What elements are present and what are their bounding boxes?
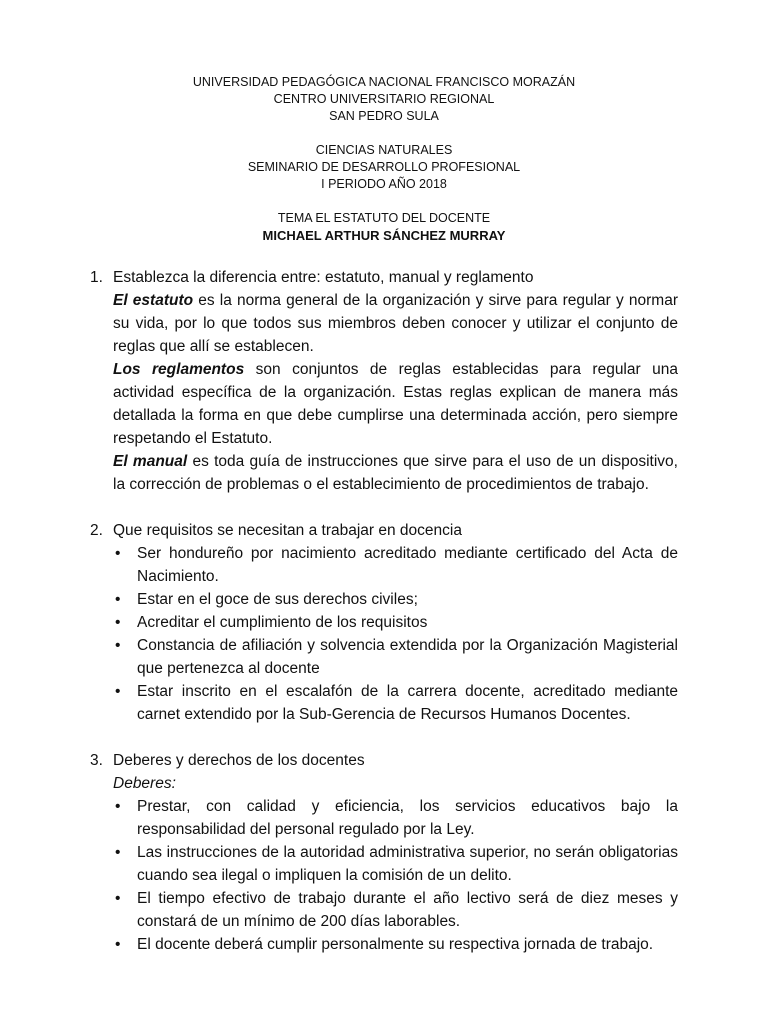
estatuto-label: El estatuto bbox=[113, 292, 194, 309]
manual-text: es toda guía de instrucciones que sirve para el uso de un dispositivo, la corrección de problemas o el establecimiento de procedimientos de trabajo. bbox=[113, 453, 678, 493]
question-1 bbox=[90, 266, 678, 496]
bullet-icon: • bbox=[115, 936, 121, 953]
list-item-text: Estar en el goce de sus derechos civiles; bbox=[137, 591, 418, 608]
topic-title: TEMA EL ESTATUTO DEL DOCENTE bbox=[277, 211, 491, 225]
list-item bbox=[113, 795, 678, 841]
author-name: MICHAEL ARTHUR SÁNCHEZ MURRAY bbox=[262, 228, 506, 243]
reglamentos-label: Los reglamentos bbox=[113, 361, 245, 378]
question-number: 1. bbox=[90, 269, 103, 286]
period-text: I PERIODO AÑO 2018 bbox=[321, 177, 447, 191]
duties-list bbox=[113, 795, 678, 956]
list-item bbox=[113, 588, 678, 611]
manual-label: El manual bbox=[113, 453, 188, 470]
question-title: Que requisitos se necesitan a trabajar en docencia bbox=[113, 522, 462, 539]
university-name: UNIVERSIDAD PEDAGÓGICA NACIONAL FRANCISCO MORAZÁN bbox=[192, 75, 576, 89]
question-title: Deberes y derechos de los docentes bbox=[113, 752, 365, 769]
list-item-text: Ser hondureño por nacimiento acreditado mediante certificado del Acta de Nacimiento. bbox=[137, 545, 678, 585]
question-number: 3. bbox=[90, 752, 103, 769]
list-item bbox=[113, 611, 678, 634]
list-item-text: Constancia de afiliación y solvencia extendida por la Organización Magisterial que pertenezca al docente bbox=[137, 637, 678, 677]
question-2 bbox=[90, 519, 678, 726]
estatuto-text: es la norma general de la organización y sirve para regular y normar su vida, por lo que todos sus miembros deben conocer y utilizar el conjunto de reglas que allí se establecen. bbox=[113, 292, 678, 355]
header-spacer bbox=[0, 125, 768, 142]
bullet-icon: • bbox=[115, 683, 121, 700]
list-item-text: Acreditar el cumplimiento de los requisitos bbox=[137, 614, 428, 631]
bullet-icon: • bbox=[115, 545, 121, 562]
reglamentos-paragraph bbox=[113, 358, 678, 450]
list-item bbox=[113, 887, 678, 933]
list-item bbox=[113, 634, 678, 680]
header-spacer bbox=[0, 193, 768, 210]
seminar-name: SEMINARIO DE DESARROLLO PROFESIONAL bbox=[247, 160, 521, 174]
estatuto-paragraph bbox=[113, 289, 678, 358]
reglamentos-text: son conjuntos de reglas establecidas para regular una actividad específica de la organización. Estas reglas explican de manera más detallada la forma en que debe cumplirse una determinada acción, pero siempre respetando el Estatuto. bbox=[113, 361, 678, 447]
bullet-icon: • bbox=[115, 591, 121, 608]
list-item bbox=[113, 933, 678, 956]
city-name: SAN PEDRO SULA bbox=[329, 109, 439, 123]
bullet-icon: • bbox=[115, 798, 121, 815]
duties-subtitle: Deberes: bbox=[113, 775, 176, 792]
question-3 bbox=[90, 749, 678, 956]
bullet-icon: • bbox=[115, 637, 121, 654]
list-item-text: Las instrucciones de la autoridad administrativa superior, no serán obligatorias cuando sea ilegal o impliquen la comisión de un delito. bbox=[137, 844, 678, 884]
manual-paragraph bbox=[113, 450, 678, 496]
center-name: CENTRO UNIVERSITARIO REGIONAL bbox=[273, 92, 495, 106]
list-item-text: El tiempo efectivo de trabajo durante el año lectivo será de diez meses y constará de un mínimo de 200 días laborables. bbox=[137, 890, 678, 930]
question-title: Establezca la diferencia entre: estatuto, manual y reglamento bbox=[113, 269, 534, 286]
bullet-icon: • bbox=[115, 614, 121, 631]
list-item bbox=[113, 841, 678, 887]
list-item-text: El docente deberá cumplir personalmente su respectiva jornada de trabajo. bbox=[137, 936, 654, 953]
bullet-icon: • bbox=[115, 844, 121, 861]
list-item bbox=[113, 680, 678, 726]
document-header bbox=[0, 74, 768, 244]
bullet-icon: • bbox=[115, 890, 121, 907]
list-item-text: Estar inscrito en el escalafón de la carrera docente, acreditado mediante carnet extendido por la Sub-Gerencia de Recursos Humanos Docentes. bbox=[137, 683, 678, 723]
list-item-text: Prestar, con calidad y eficiencia, los servicios educativos bajo la responsabilidad del personal regulado por la Ley. bbox=[137, 798, 678, 838]
requirements-list bbox=[113, 542, 678, 726]
subject-name: CIENCIAS NATURALES bbox=[315, 143, 453, 157]
question-number: 2. bbox=[90, 522, 103, 539]
list-item bbox=[113, 542, 678, 588]
document-body bbox=[90, 266, 678, 956]
